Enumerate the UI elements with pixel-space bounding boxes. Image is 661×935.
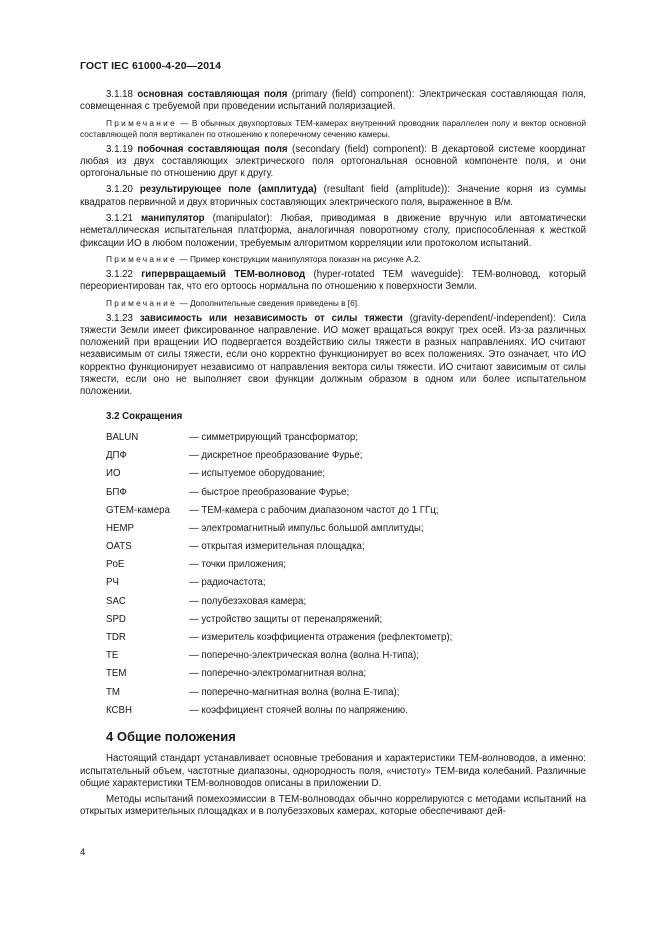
abbreviation-value: — испытуемое оборудование; (189, 468, 326, 480)
definition-text: (primary (field) component): Электрическая составляющая поля, совмещенная с требуемой при проведении испытаний поляризацией. (80, 89, 586, 113)
note-text: — В обычных двухпортовых ТЕМ-камерах внутренний проводник параллелен полу и вектор основной составляющей поля вертикален по отношению к поперечному сечению камеры. (80, 117, 586, 139)
abbreviation-key: TDR (106, 632, 126, 643)
term: зависимость или независимость от силы тяжести (139, 312, 403, 324)
abbreviation-key: TEM (106, 668, 127, 680)
page-content (80, 89, 586, 823)
definition-text: (resultant field (amplitude)): Значение корня из суммы квадратов первичной и двух вторичных составляющих электрического поля, выраженное в В/м. (80, 184, 586, 208)
definition-3-1-23 (80, 313, 586, 399)
abbreviation-key: КСВН (106, 704, 132, 716)
note-label: Примечание (106, 117, 178, 128)
term: манипулятор (141, 213, 205, 225)
clause-number: 3.1.18 (106, 89, 133, 100)
definition-3-1-19 (80, 144, 586, 181)
abbreviation-key: SPD (106, 613, 126, 625)
abbreviation-value: — радиочастота; (189, 577, 266, 589)
abbreviation-row (106, 559, 586, 577)
definition-3-1-18 (80, 89, 586, 114)
clause-number: 3.1.22 (106, 268, 133, 280)
abbreviation-value: — коэффициент стоячей волны по напряжению. (189, 704, 408, 716)
abbreviation-row (106, 541, 586, 559)
term: побочная составляющая поля (137, 143, 288, 155)
definition-3-1-20 (80, 184, 586, 209)
abbreviation-key: OATS (106, 541, 132, 553)
abbreviation-key: BALUN (106, 431, 139, 443)
abbreviation-key: РЧ (106, 577, 119, 589)
definition-text: (manipulator): Любая, приводимая в движение вручную или автоматически неметаллическая испытательная платформа, аналогичная поворотному столу, приспособленная к жесткой фиксации ИО в любом положении, требуемым алгоритмом корреляции или протоколом испытаний. (80, 213, 586, 249)
abbreviation-row (106, 487, 586, 505)
abbreviation-value: — устройство защиты от перенапряжений; (189, 613, 383, 625)
definition-text: (gravity-dependent/-independent): Сила тяжести Земли имеет фиксированное направление. ИО может вращаться вокруг трех осей. Из-за различных положений при вращении ИО подвергается воздействию силы тяжести в разных направлениях. ИО считают независимым от силы тяжести, если оно корректно функционирует во всех положениях. Это означает, что ИО корректно функционирует независимо от направления вектора силы тяжести. ИО считают зависимым от силы тяжести, если оно не выполняет свои функции должным образом в одном или более испытательном положении. (80, 312, 586, 398)
abbreviation-value: — быстрое преобразование Фурье; (189, 486, 350, 498)
definition-3-1-21 (80, 213, 586, 250)
abbreviation-value: — открытая измерительная площадка; (189, 541, 365, 553)
term: гипервращаемый ТЕМ-волновод (141, 268, 306, 280)
note-1 (80, 118, 586, 140)
clause-number: 3.1.21 (106, 213, 133, 225)
abbreviations-list (106, 432, 586, 723)
abbreviation-value: — полубезэховая камера; (189, 595, 307, 607)
abbreviation-value: — поперечно-электромагнитная волна; (189, 668, 367, 680)
abbreviation-value: — поперечно-электрическая волна (волна Н-типа); (189, 650, 419, 662)
note-text: — Пример конструкции манипулятора показан на рисунке А.2. (179, 253, 421, 264)
abbreviation-value: — поперечно-магнитная волна (волна Е-типа); (189, 686, 400, 698)
note-text: — Дополнительные сведения приведены в [6]. (179, 297, 360, 308)
abbreviation-value: — электромагнитный импульс большой амплитуды; (189, 522, 424, 534)
definition-3-1-22 (80, 269, 586, 294)
abbreviation-row (106, 650, 586, 668)
section-4-paragraph-2: Методы испытаний помехоэмиссии в ТЕМ-волноводах обычно коррелируются с методами испытаний на открытых измерительных площадках и в полубезэховых камерах, которые обеспечивают дей- (80, 794, 586, 818)
definition-text: (hyper-rotated TEM waveguide): ТЕМ-волновод, который переориентирован так, что его ортоось нормальна по отношению к поверхности Земли. (80, 268, 586, 293)
abbreviation-key: ДПФ (106, 450, 127, 462)
abbreviation-row (106, 450, 586, 468)
page-number: 4 (80, 847, 86, 858)
abbreviation-row (106, 432, 586, 450)
abbreviation-key: БПФ (106, 486, 127, 498)
term: результирующее поле (амплитуда) (139, 184, 317, 196)
abbreviation-key: PoE (106, 559, 125, 571)
abbreviation-row (106, 596, 586, 614)
note-label: Примечание (106, 253, 178, 264)
abbreviation-row (106, 668, 586, 686)
abbreviation-value: — дискретное преобразование Фурье; (189, 450, 363, 462)
abbreviation-row (106, 687, 586, 705)
note-label: Примечание (106, 297, 178, 308)
abbreviation-value: — точки приложения; (189, 559, 286, 571)
definition-text: (secondary (field) component): В декартовой системе координат любая из двух составляющих электрического поля ортогональная основной компоненте поля, и они ортогональные по отношению друг к другу. (80, 143, 586, 180)
abbreviation-row (106, 523, 586, 541)
note-2 (80, 254, 586, 265)
abbreviation-value: — симметрирующий трансформатор; (189, 431, 358, 443)
abbreviation-key: TM (106, 686, 120, 698)
note-3 (80, 298, 586, 309)
abbreviation-value: — ТЕМ-камера с рабочим диапазоном частот до 1 ГГц; (189, 504, 439, 516)
abbreviations-heading: 3.2 Сокращения (106, 410, 183, 422)
abbreviation-key: ИО (106, 468, 121, 480)
section-4-paragraph-1: Настоящий стандарт устанавливает основные требования и характеристики ТЕМ-волноводов, а именно: испытательный объем, частотные диапазоны, однородность поля, «чистоту» ТЕМ-вида колебаний. Различные общие характеристики ТЕМ-волноводов описаны в приложении D. (80, 753, 586, 789)
section-4-heading: 4 Общие положения (106, 728, 236, 744)
clause-number: 3.1.23 (106, 312, 133, 324)
abbreviation-key: SAC (106, 595, 126, 607)
abbreviation-key: HEMP (106, 522, 134, 534)
abbreviation-value: — измеритель коэффициента отражения (рефлектометр); (189, 632, 453, 643)
abbreviation-row (106, 632, 586, 650)
abbreviation-row (106, 577, 586, 595)
abbreviation-row (106, 705, 586, 723)
abbreviation-key: GTEM-камера (106, 504, 170, 516)
term: основная составляющая поля (137, 89, 288, 100)
abbreviation-row (106, 614, 586, 632)
document-header: ГОСТ IEC 61000-4-20—2014 (80, 60, 222, 72)
abbreviation-row (106, 468, 586, 486)
abbreviation-key: TE (106, 650, 119, 662)
clause-number: 3.1.20 (106, 184, 133, 196)
abbreviation-row (106, 505, 586, 523)
clause-number: 3.1.19 (106, 143, 133, 155)
